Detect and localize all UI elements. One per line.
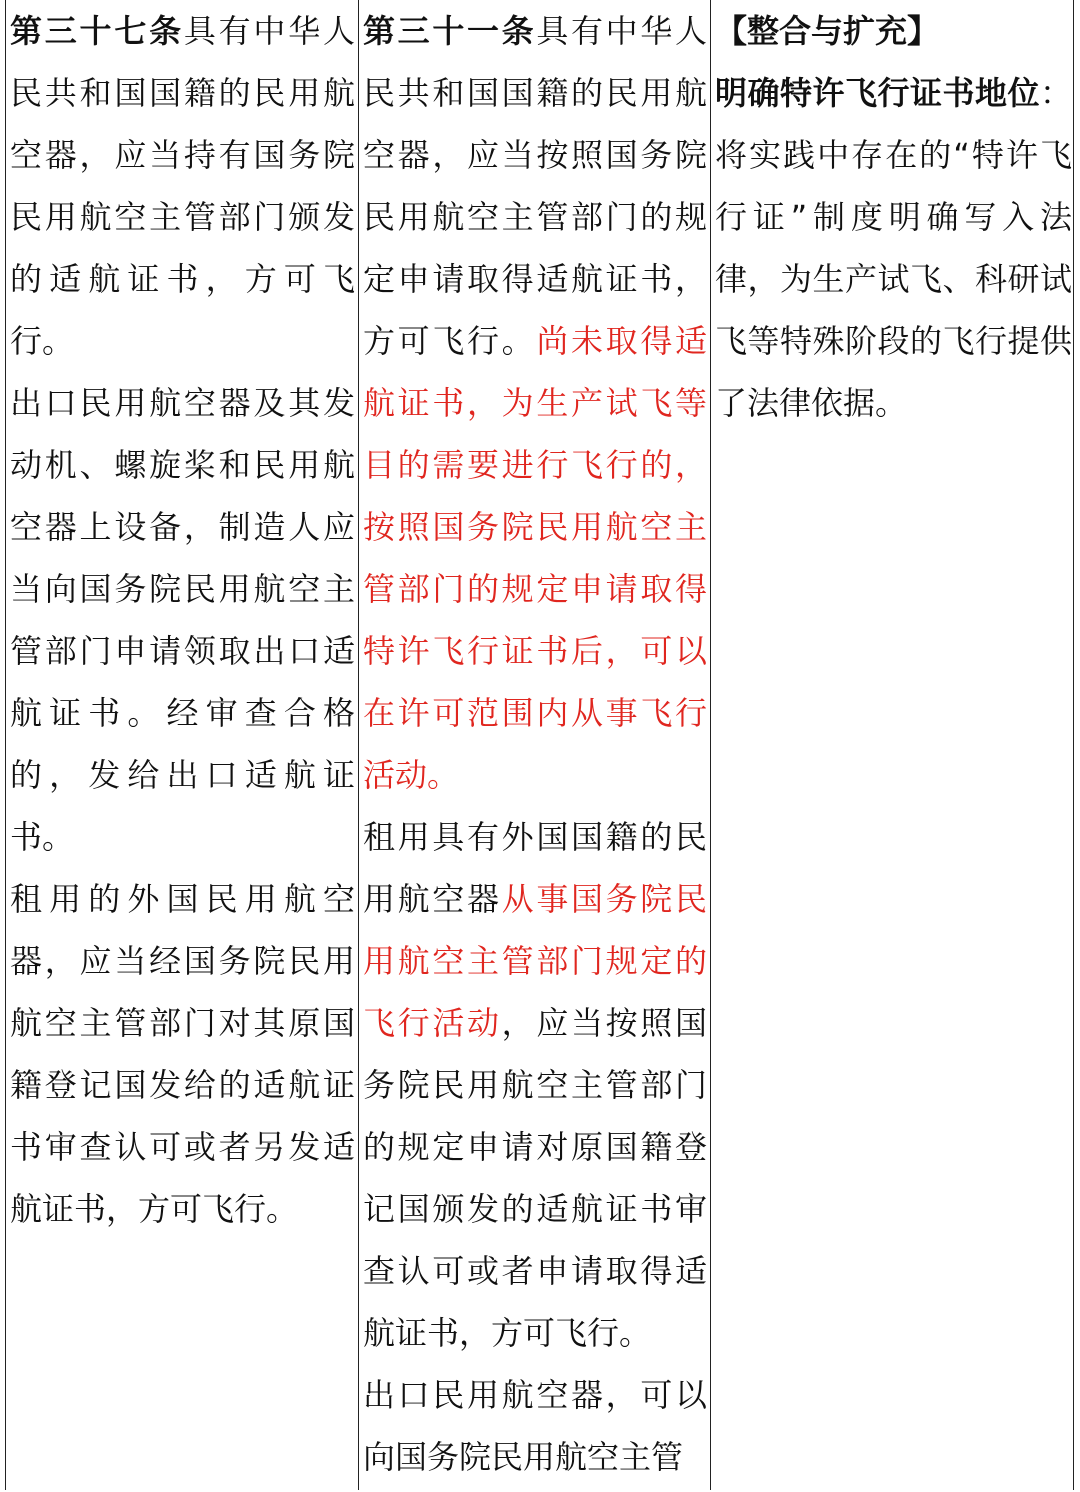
highlighted-text: 尚未取得适航证书，为生产试飞等目的需要进行飞行的，按照国务院民用航空主管部门的规定申请取得特许飞行证书后，可以在许可范围内从事飞行活动。 bbox=[363, 322, 707, 794]
bold-text: 【整合与扩充】 bbox=[715, 12, 940, 50]
text-run: 出口民用航空器及其发动机、螺旋桨和民用航空器上设备，制造人应当向国务院民用航空主管部门申请领取出口适航证书。经审查合格的，发给出口适航证书。 bbox=[10, 384, 355, 856]
bold-text: 第三十一条 bbox=[363, 12, 537, 50]
column-commentary bbox=[710, 0, 1075, 1490]
paragraph bbox=[363, 1364, 707, 1488]
text-run: ：将实践中存在的“特许飞行证”制度明确写入法律，为生产试飞、科研试飞等特殊阶段的飞行提供了法律依据。 bbox=[715, 74, 1072, 422]
text-run: 具有中华人民共和国国籍的民用航空器，应当持有国务院民用航空主管部门颁发的适航证书，方可飞行。 bbox=[10, 12, 355, 360]
comparison-table bbox=[5, 0, 1074, 1490]
paragraph bbox=[363, 0, 707, 806]
text-run: 租用的外国民用航空器，应当经国务院民用航空主管部门对其原国籍登记国发给的适航证书审查认可或者另发适航证书，方可飞行。 bbox=[10, 880, 355, 1228]
column-old-law bbox=[6, 0, 358, 1490]
highlighted-text: 从事国务院民用航空主管部门规定的飞行活动 bbox=[363, 880, 707, 1042]
paragraph bbox=[715, 62, 1072, 434]
paragraph bbox=[10, 372, 355, 868]
paragraph bbox=[10, 868, 355, 1240]
text-run: ，应当按照国务院民用航空主管部门的规定申请对原国籍登记国颁发的适航证书审查认可或者申请取得适航证书，方可飞行。 bbox=[363, 1004, 707, 1352]
bold-text: 明确特许飞行证书地位 bbox=[715, 74, 1040, 112]
paragraph bbox=[363, 806, 707, 1364]
paragraph bbox=[715, 0, 1072, 62]
paragraph bbox=[10, 0, 355, 372]
text-run: 具有中华人民共和国国籍的民用航空器，应当按照国务院民用航空主管部门的规定申请取得适航证书，方可飞行。 bbox=[363, 12, 707, 360]
column-new-law bbox=[358, 0, 710, 1490]
text-run: 租用具有外国国籍的民用航空器 bbox=[363, 818, 707, 918]
text-run: 出口民用航空器，可以向国务院民用航空主管 bbox=[363, 1376, 707, 1476]
bold-text: 第三十七条 bbox=[10, 12, 184, 50]
